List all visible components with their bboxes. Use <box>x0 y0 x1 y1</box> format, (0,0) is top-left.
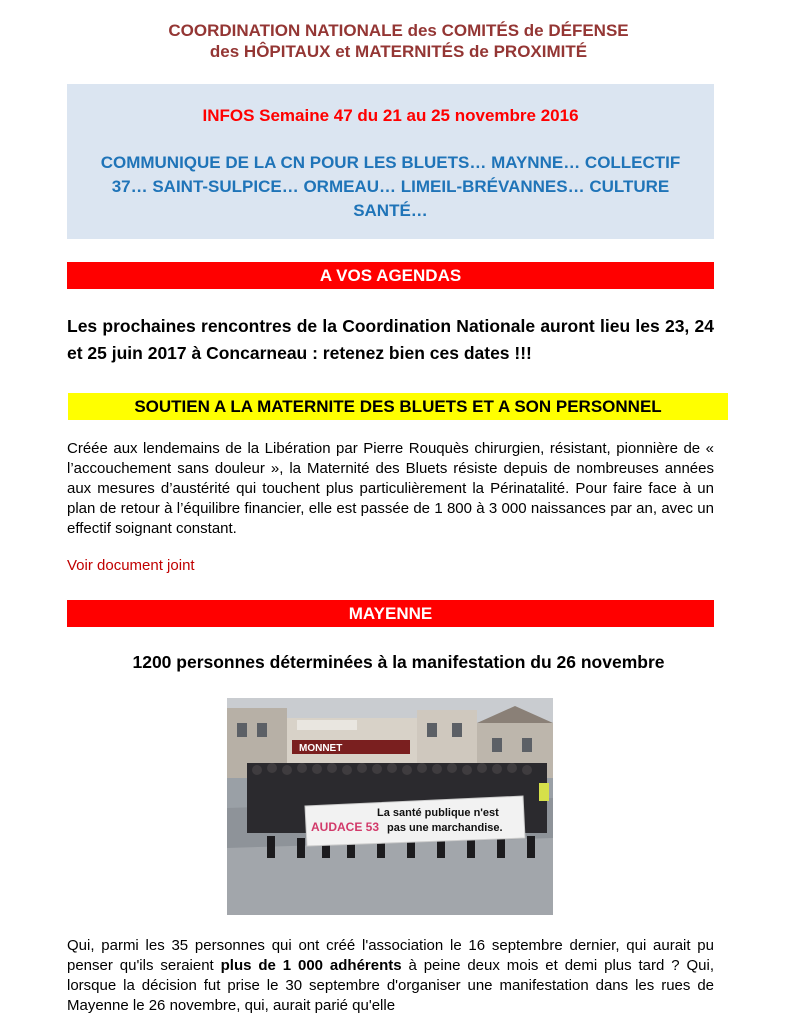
demonstration-photo <box>227 698 553 915</box>
banner-logo-text: AUDACE 53 <box>311 820 380 834</box>
mayenne-paragraph-text-2: à peine deux mois et demi plus tard ? Qui, lorsque la décision fut prise le 30 septembre d'organiser une manifestation dans les rues de Mayenne le 26 novembre, qui, aurait parié qu'elle <box>67 957 714 1014</box>
bluets-paragraph <box>67 439 714 539</box>
agenda-section-bar: A VOS AGENDAS <box>67 262 714 289</box>
info-week: INFOS Semaine 47 du 21 au 25 novembre 2016 <box>202 106 579 125</box>
agenda-text: Les prochaines rencontres de la Coordination Nationale auront lieu les 23, 24 et 25 juin 2017 à Concarneau : retenez bien ces dates !!! <box>67 316 714 363</box>
mayenne-paragraph-bold: plus de 1 000 adhérents <box>220 957 402 974</box>
mayenne-subtitle: 1200 personnes déterminées à la manifestation du 26 novembre <box>132 652 665 672</box>
bluets-section-bar: SOUTIEN A LA MATERNITE DES BLUETS ET A SON PERSONNEL <box>68 393 728 420</box>
document-link[interactable]: Voir document joint <box>67 557 195 574</box>
info-box <box>67 84 714 239</box>
info-headline: COMMUNIQUE DE LA CN POUR LES BLUETS… MAYNNE… COLLECTIF 37… SAINT-SULPICE… ORMEAU… LIMEIL-BRÉVANNES… CULTURE SANTÉ… <box>100 153 681 220</box>
banner-text-line-2: pas une marchandise. <box>387 822 503 834</box>
bluets-paragraph-text: Créée aux lendemains de la Libération par Pierre Rouquès chirurgien, résistant, pionnière de « l’accouchement sans douleur », la Maternité des Bluets résiste depuis de nombreuses années aux mesures d’austérité qui touchent plus particulièrement la Périnatalité. Pour faire face à un plan de retour à l’équilibre financier, elle est passée de 1 800 à 3 000 naissances par an, avec un effectif soignant constant. <box>67 440 714 537</box>
header-line-2: des HÔPITAUX et MATERNITÉS de PROXIMITÉ <box>209 42 588 61</box>
header-line-1: COORDINATION NATIONALE des COMITÉS de DÉFENSE <box>168 21 629 40</box>
mayenne-paragraph <box>67 936 714 1016</box>
document-header <box>0 20 797 62</box>
shop-sign-text: MONNET <box>299 743 343 754</box>
banner-text-line-1: La santé publique n'est <box>377 807 499 819</box>
mayenne-section-bar: MAYENNE <box>67 600 714 627</box>
mayenne-paragraph-text-1: Qui, parmi les 35 personnes qui ont créé l'association le 16 septembre dernier, qui aurait pu penser qu'ils seraient <box>67 937 714 974</box>
